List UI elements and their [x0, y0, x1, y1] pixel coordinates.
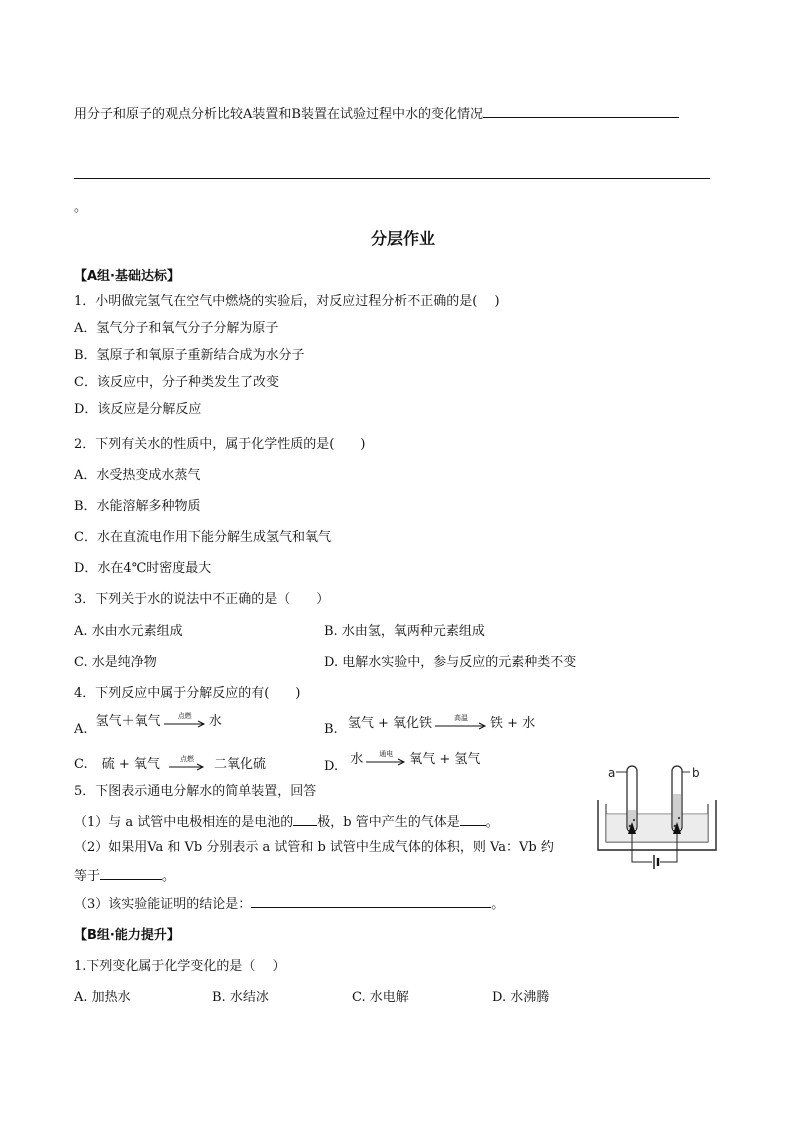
- label-a: a: [608, 766, 616, 780]
- q2-stem: 2．下列有关水的性质中，属于化学性质的是( ): [74, 437, 366, 452]
- q3-option-a[interactable]: A. 水由水元素组成: [74, 624, 183, 639]
- q4-c-product: 二氧化硫: [213, 757, 266, 772]
- q3-option-d[interactable]: D. 电解水实验中，参与反应的元素种类不变: [324, 655, 577, 670]
- q4-b-arrow: [434, 713, 488, 731]
- q4-a-product: 水: [208, 714, 222, 729]
- q4-c-letter: C.: [74, 757, 88, 772]
- q4-d-condition: 通电: [379, 749, 394, 758]
- page-title: 分层作业: [371, 229, 436, 248]
- b-q1-option-d[interactable]: D. 水沸腾: [492, 990, 550, 1005]
- conclusion-blank[interactable]: [251, 894, 491, 908]
- q2-option-a[interactable]: A．水受热变成水蒸气: [74, 468, 201, 483]
- arrow-right-icon: [434, 717, 488, 731]
- group-a-header: 【A组·基础达标】: [74, 269, 180, 284]
- q5-part1: [74, 812, 499, 831]
- q4-a-condition: 点燃: [177, 711, 192, 720]
- q4-option-d[interactable]: [324, 749, 481, 774]
- q4-a-arrow: [163, 711, 207, 729]
- pole-blank[interactable]: [293, 812, 317, 826]
- q4-c-condition: 点燃: [179, 754, 194, 763]
- intro-question-text: 用分子和原子的观点分析比较A装置和B装置在试验过程中水的变化情况: [74, 107, 483, 122]
- q2-option-d[interactable]: D．水在4℃时密度最大: [74, 561, 212, 576]
- answer-line[interactable]: [74, 178, 710, 179]
- q5-part1-text-a: （1）与 a 试管中电极相连的是电池的: [74, 815, 294, 830]
- intro-question: [74, 104, 679, 123]
- q4-d-reactants: 水: [350, 752, 364, 767]
- q1-option-d[interactable]: D．该反应是分解反应: [74, 402, 202, 417]
- q3-option-b[interactable]: B. 水由氢，氧两种元素组成: [324, 624, 485, 639]
- arrow-right-icon: [365, 753, 407, 767]
- q4-b-reactants: 氢气 + 氧化铁: [347, 716, 432, 731]
- q4-b-condition: 高温: [454, 713, 468, 722]
- b-q1-option-b[interactable]: B. 水结冰: [212, 990, 269, 1005]
- intro-ending: 。: [74, 200, 88, 215]
- q4-d-product: 氧气 + 氢气: [409, 752, 481, 767]
- b-q1-option-c[interactable]: C. 水电解: [352, 990, 409, 1005]
- q4-d-letter: D.: [324, 759, 339, 774]
- q4-d-arrow: [365, 749, 407, 767]
- q4-a-reactants: 氢气＋氧气: [95, 714, 161, 729]
- answer-blank[interactable]: [483, 104, 679, 118]
- q4-c-arrow: [168, 754, 206, 772]
- b-q1-option-a[interactable]: A. 加热水: [74, 990, 131, 1005]
- q5-part3: [74, 894, 504, 913]
- q5-part3-end: 。: [491, 897, 505, 912]
- q4-stem: 4．下列反应中属于分解反应的有( ): [74, 686, 301, 701]
- b-q1-stem: 1.下列变化属于化学变化的是（ ）: [74, 959, 286, 974]
- q1-stem: 1．小明做完氢气在空气中燃烧的实验后，对反应过程分析不正确的是( ): [74, 294, 500, 309]
- q4-c-reactants: 硫 + 氧气: [101, 757, 160, 772]
- q5-part2-end: 。: [162, 869, 176, 884]
- label-b: b: [692, 766, 700, 780]
- q5-part2-line1: （2）如果用Va 和 Vb 分别表示 a 试管和 b 试管中生成气体的体积，则 Va：Vb 约: [74, 840, 554, 855]
- q1-option-c[interactable]: C．该反应中，分子种类发生了改变: [74, 375, 279, 390]
- q4-b-product: 铁 + 水: [490, 716, 536, 731]
- q4-option-c[interactable]: [74, 754, 266, 779]
- q5-part1-end: 。: [485, 815, 499, 830]
- q4-a-letter: A.: [74, 722, 88, 737]
- gas-blank[interactable]: [460, 812, 486, 826]
- q3-stem: 3．下列关于水的说法中不正确的是（ ）: [74, 592, 330, 607]
- q1-option-a[interactable]: A．氢气分子和氧气分子分解为原子: [74, 321, 279, 336]
- q4-option-a[interactable]: [74, 711, 222, 737]
- q4-option-b[interactable]: [324, 713, 536, 738]
- q5-part2-text: 等于: [74, 869, 101, 884]
- group-b-header: 【B组·能力提升】: [74, 928, 180, 943]
- arrow-right-icon: [168, 758, 206, 772]
- q5-part1-text-b: 极，b 管中产生的气体是: [317, 815, 460, 830]
- q5-part2-line2: [74, 866, 175, 885]
- q2-option-c[interactable]: C．水在直流电作用下能分解生成氢气和氧气: [74, 530, 331, 545]
- q1-option-b[interactable]: B．氢原子和氧原子重新结合成为水分子: [74, 348, 305, 363]
- q4-b-letter: B.: [324, 722, 338, 737]
- q5-part3-text: （3）该实验能证明的结论是：: [74, 897, 252, 912]
- q3-option-c[interactable]: C. 水是纯净物: [74, 655, 157, 670]
- ratio-blank[interactable]: [100, 866, 162, 880]
- q2-option-b[interactable]: B．水能溶解多种物质: [74, 499, 201, 514]
- arrow-right-icon: [163, 715, 207, 729]
- electrolysis-apparatus-figure: [594, 760, 720, 884]
- q5-stem: 5．下图表示通电分解水的简单装置，回答: [74, 784, 317, 799]
